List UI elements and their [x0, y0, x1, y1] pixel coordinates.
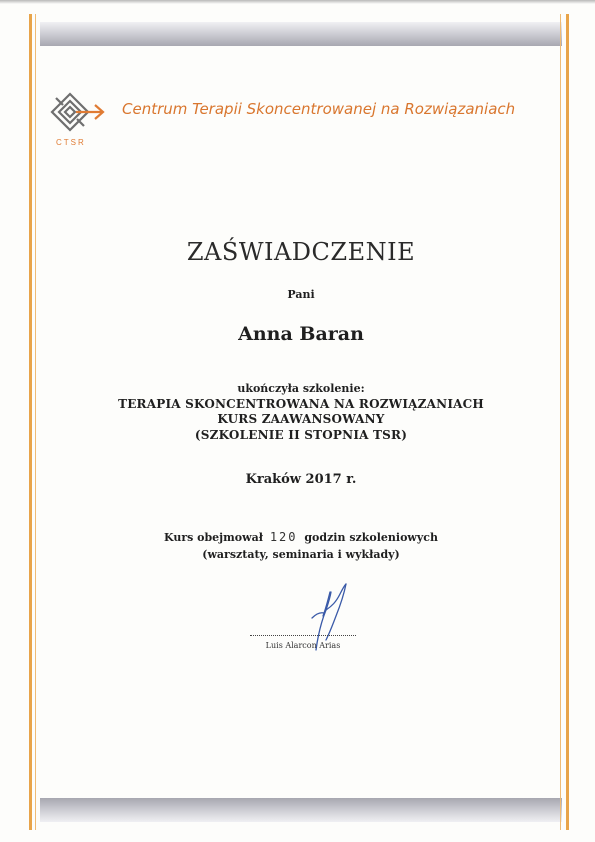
left-inner-stripe [35, 14, 36, 830]
ctsr-logo-icon [46, 88, 108, 136]
top-border-band [40, 22, 562, 46]
organization-name: Centrum Terapii Skoncentrowanej na Rozwiązaniach [122, 100, 516, 118]
signature-line [250, 635, 356, 636]
hours-prefix: Kurs obejmował [164, 531, 263, 544]
right-outer-stripe [566, 14, 569, 830]
logo-abbreviation: CTSR [56, 138, 86, 147]
hours-statement [40, 530, 562, 544]
bottom-border-band [40, 798, 562, 822]
signer-name: Luis Alarcon Arias [265, 641, 341, 650]
salutation: Pani [287, 288, 315, 301]
completed-label: ukończyła szkolenie: [237, 382, 365, 395]
document-title: ZAŚWIADCZENIE [186, 238, 416, 266]
recipient-name: Anna Baran [238, 323, 364, 345]
course-degree-line: (SZKOLENIE II STOPNIA TSR) [194, 428, 408, 442]
place-and-date: Kraków 2017 r. [245, 472, 357, 487]
left-outer-stripe [29, 14, 32, 830]
scan-edge [0, 0, 595, 4]
hours-suffix: godzin szkoleniowych [304, 531, 438, 544]
hours-count: 120 [269, 530, 298, 544]
activities-note: (warsztaty, seminaria i wykłady) [202, 548, 400, 561]
course-title-line: TERAPIA SKONCENTROWANA NA ROZWIĄZANIACH [118, 397, 484, 411]
course-level-line: KURS ZAAWANSOWANY [217, 412, 385, 426]
